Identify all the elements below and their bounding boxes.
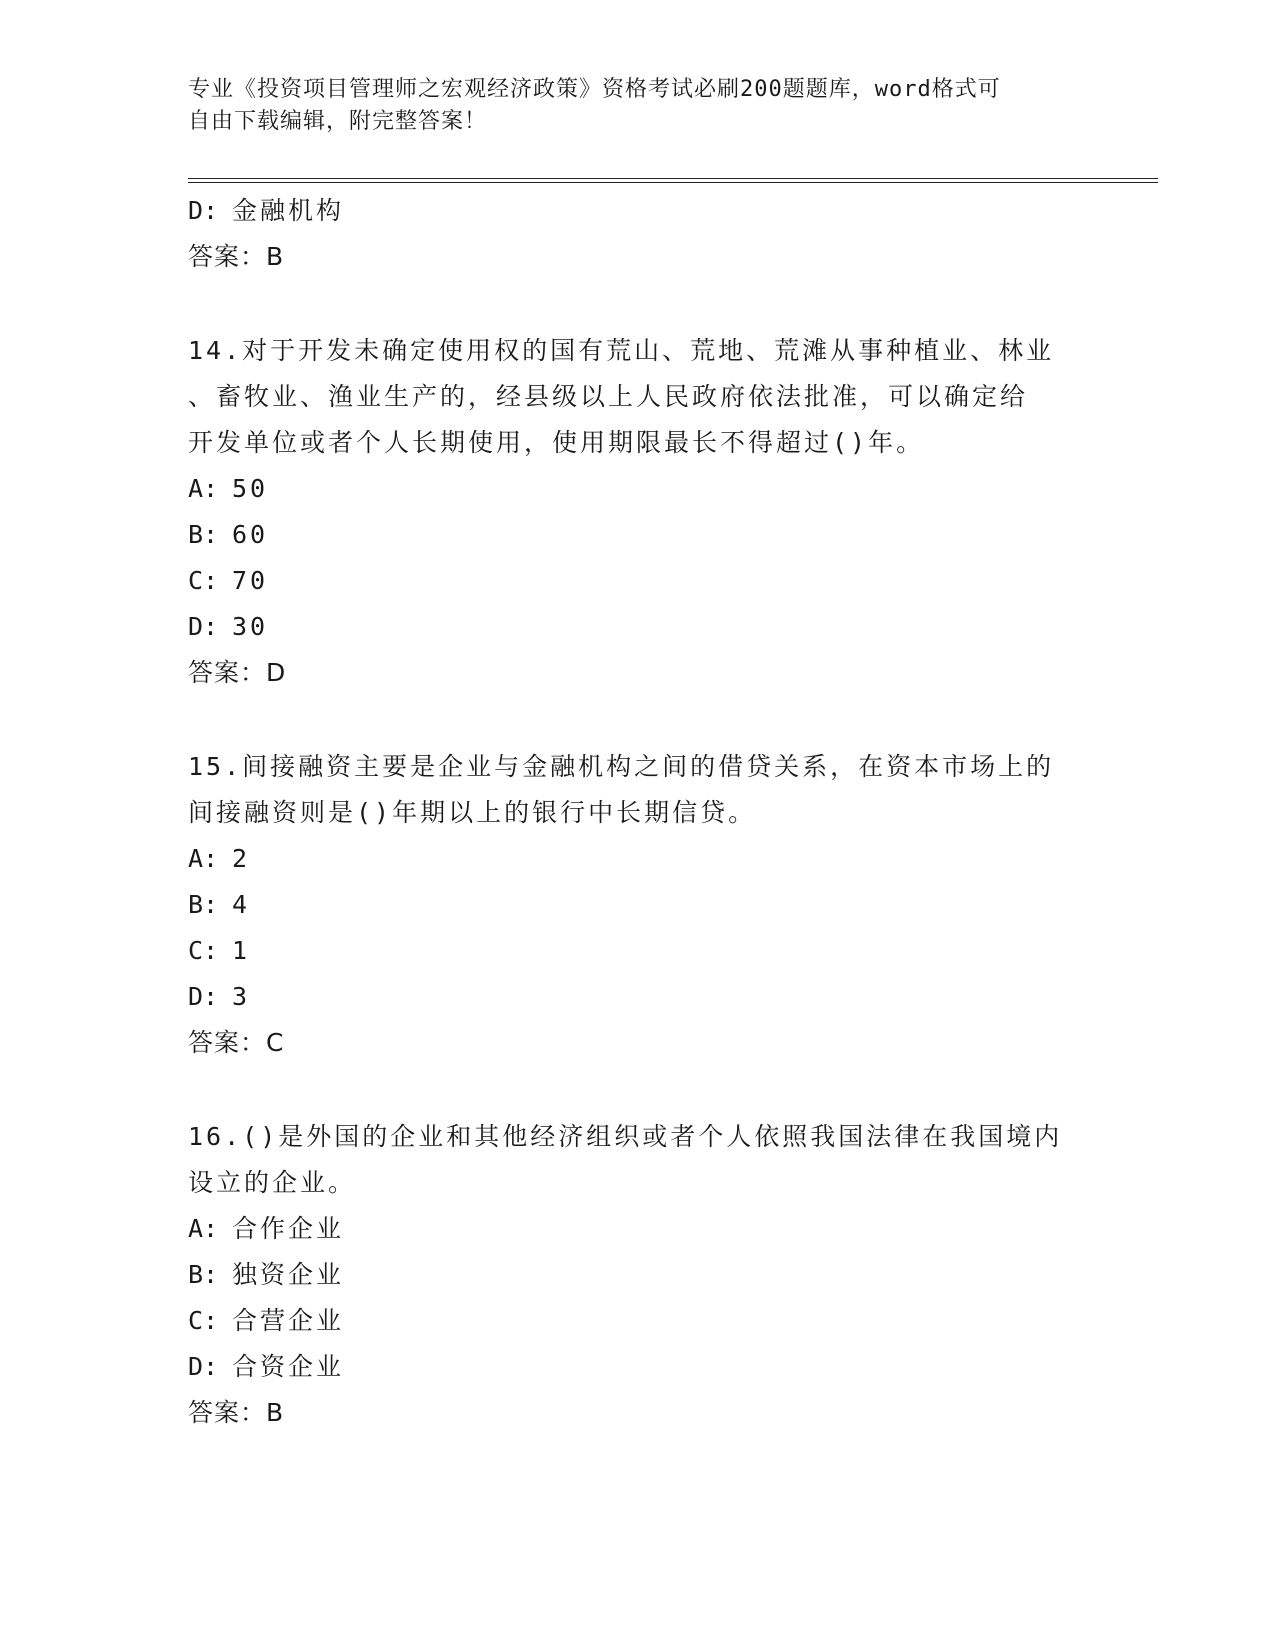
option-d <box>188 604 1088 650</box>
spacer <box>188 1066 1088 1114</box>
option-key: A: <box>188 474 219 503</box>
answer: 答案：C <box>188 1028 285 1057</box>
option-text: 60 <box>232 520 269 549</box>
option-key: B: <box>188 520 219 549</box>
option-d-prev <box>188 188 1088 234</box>
question-stem-line: 15.间接融资主要是企业与金融机构之间的借贷关系，在资本市场上的 <box>188 752 1055 781</box>
question-15 <box>188 744 1088 1066</box>
option-a <box>188 1206 1088 1252</box>
question-content <box>188 188 1088 1436</box>
spacer <box>188 696 1088 744</box>
option-text: 金融机构 <box>232 196 345 225</box>
option-c <box>188 928 1088 974</box>
question-14 <box>188 328 1088 696</box>
option-d <box>188 1344 1088 1390</box>
option-text: 3 <box>232 982 251 1011</box>
option-key: A: <box>188 844 219 873</box>
option-text: 独资企业 <box>232 1260 345 1289</box>
question-stem-line: 设立的企业。 <box>188 1168 357 1197</box>
question-stem-line: 开发单位或者个人长期使用，使用期限最长不得超过()年。 <box>188 428 925 457</box>
option-key: D: <box>188 196 219 225</box>
question-stem-line: 、畜牧业、渔业生产的，经县级以上人民政府依法批准，可以确定给 <box>188 382 1029 411</box>
option-b <box>188 882 1088 928</box>
option-key: C: <box>188 1306 219 1335</box>
option-key: A: <box>188 1214 219 1243</box>
header-line-1: 专业《投资项目管理师之宏观经济政策》资格考试必刷200题题库，word格式可 <box>188 77 1001 102</box>
option-b <box>188 1252 1088 1298</box>
option-key: B: <box>188 890 219 919</box>
option-key: C: <box>188 936 219 965</box>
option-b <box>188 512 1088 558</box>
option-d <box>188 974 1088 1020</box>
spacer <box>188 280 1088 328</box>
option-text: 合营企业 <box>232 1306 345 1335</box>
answer: 答案：B <box>188 1398 285 1427</box>
question-16 <box>188 1114 1088 1436</box>
option-key: D: <box>188 982 219 1011</box>
document-header <box>188 74 1068 138</box>
option-key: B: <box>188 1260 219 1289</box>
answer: 答案：D <box>188 658 287 687</box>
option-a <box>188 836 1088 882</box>
option-key: C: <box>188 566 219 595</box>
option-a <box>188 466 1088 512</box>
option-text: 30 <box>232 612 269 641</box>
option-c <box>188 1298 1088 1344</box>
header-rule-bottom <box>188 182 1158 183</box>
option-text: 70 <box>232 566 269 595</box>
option-text: 合资企业 <box>232 1352 345 1381</box>
question-stem-line: 14.对于开发未确定使用权的国有荒山、荒地、荒滩从事种植业、林业 <box>188 336 1055 365</box>
header-line-2: 自由下载编辑，附完整答案！ <box>188 109 488 134</box>
option-key: D: <box>188 612 219 641</box>
question-stem-line: 16.()是外国的企业和其他经济组织或者个人依照我国法律在我国境内 <box>188 1122 1063 1151</box>
option-text: 4 <box>232 890 251 919</box>
option-text: 2 <box>232 844 251 873</box>
header-rule-top <box>188 178 1158 179</box>
option-key: D: <box>188 1352 219 1381</box>
option-text: 50 <box>232 474 269 503</box>
answer-prev: 答案：B <box>188 242 285 271</box>
option-c <box>188 558 1088 604</box>
option-text: 合作企业 <box>232 1214 345 1243</box>
question-stem-line: 间接融资则是()年期以上的银行中长期信贷。 <box>188 798 757 827</box>
option-text: 1 <box>232 936 251 965</box>
